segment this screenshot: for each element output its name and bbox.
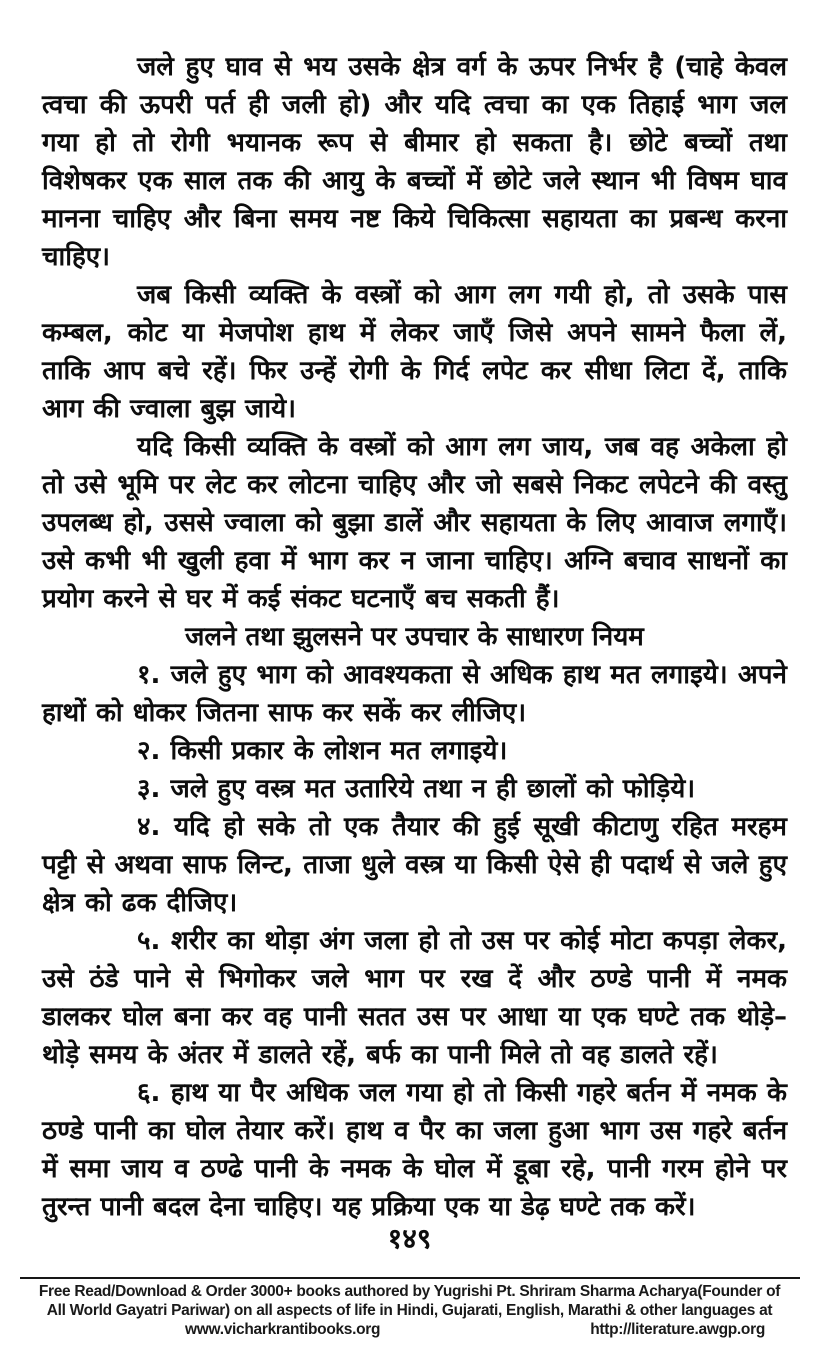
footer-left-url: www.vicharkrantibooks.org xyxy=(185,1321,381,1338)
footer-line-1: Free Read/Download & Order 3000+ books authored by Yugrishi Pt. Shriram Sharma Acharya(Founder of xyxy=(38,1283,781,1300)
list-item-4: ४. यदि हो सके तो एक तैयार की हुई सूखी कीटाणु रहित मरहम पट्टी से अथवा साफ लिन्ट, ताजा धुले वस्त्र या किसी ऐसे ही पदार्थ से जले हुए क्षेत्र को ढक दीजिए। xyxy=(42,812,787,918)
list-item-2: २. किसी प्रकार के लोशन मत लगाइये। xyxy=(137,736,508,766)
list-item-3: ३. जले हुए वस्त्र मत उतारिये तथा न ही छालों को फोड़िये। xyxy=(137,774,696,804)
footer-right-url: http://literature.awgp.org xyxy=(590,1321,765,1338)
footer-divider xyxy=(20,1277,800,1279)
body-paragraph-3: यदि किसी व्यक्ति के वस्त्रों को आग लग जाय, जब वह अकेला हो तो उसे भूमि पर लेट कर लोटना चाहिए और जो सबसे निकट लपेटने की वस्तु उपलब्ध हो, उससे ज्वाला को बुझा डालें और सहायता के लिए आवाज लगाएँ। उसे कभी भी खुली हवा में भाग कर न जाना चाहिए। अग्नि बचाव साधनों का प्रयोग करने से घर में कई संकट घटनाएँ बच सकती हैं। xyxy=(42,432,787,614)
body-paragraph-1: जले हुए घाव से भय उसके क्षेत्र वर्ग के ऊपर निर्भर है (चाहे केवल त्वचा की ऊपरी पर्त ही जली हो) और यदि त्वचा का एक तिहाई भाग जल गया हो तो रोगी भयानक रूप से बीमार हो सकता है। छोटे बच्चों तथा विशेषकर एक साल तक की आयु के बच्चों में छोटे जले स्थान भी विषम घाव मानना चाहिए और बिना समय नष्ट किये चिकित्सा सहायता का प्रबन्ध करना चाहिए। xyxy=(42,52,787,272)
section-heading: जलने तथा झुलसने पर उपचार के साधारण नियम xyxy=(185,622,644,652)
page-number: १४९ xyxy=(387,1222,432,1255)
body-paragraph-2: जब किसी व्यक्ति के वस्त्रों को आग लग गयी हो, तो उसके पास कम्बल, कोट या मेजपोश हाथ में लेकर जाएँ जिसे अपने सामने फैला लें, ताकि आप बचे रहें। फिर उन्हें रोगी के गिर्द लपेट कर सीधा लिटा दें, ताकि आग की ज्वाला बुझ जाये। xyxy=(42,280,787,424)
list-item-6: ६. हाथ या पैर अधिक जल गया हो तो किसी गहरे बर्तन में नमक के ठण्डे पानी का घोल तेयार करें। हाथ व पैर का जला हुआ भाग उस गहरे बर्तन में समा जाय व ठण्ढे पानी के नमक के घोल में डूबा रहे, पानी गरम होने पर तुरन्त पानी बदल देना चाहिए। यह प्रक्रिया एक या डेढ़ घण्टे तक करें। xyxy=(42,1078,787,1222)
list-item-1: १. जले हुए भाग को आवश्यकता से अधिक हाथ मत लगाइये। अपने हाथों को धोकर जितना साफ कर सकें कर लीजिए। xyxy=(42,660,787,728)
footer-line-2: All World Gayatri Pariwar) on all aspects of life in Hindi, Gujarati, English, Marathi & other languages at xyxy=(46,1302,773,1319)
page-body xyxy=(42,48,787,1226)
footer-urls-row xyxy=(0,1320,819,1339)
list-item-5: ५. शरीर का थोड़ा अंग जला हो तो उस पर कोई मोटा कपड़ा लेकर, उसे ठंडे पाने से भिगोकर जले भाग पर रख दें और ठण्डे पानी में नमक डालकर घोल बना कर वह पानी सतत उस पर आधा या एक घण्टे तक थोड़े–थोड़े समय के अंतर में डालते रहें, बर्फ का पानी मिले तो वह डालते रहें। xyxy=(42,926,787,1070)
footer xyxy=(0,1277,819,1339)
